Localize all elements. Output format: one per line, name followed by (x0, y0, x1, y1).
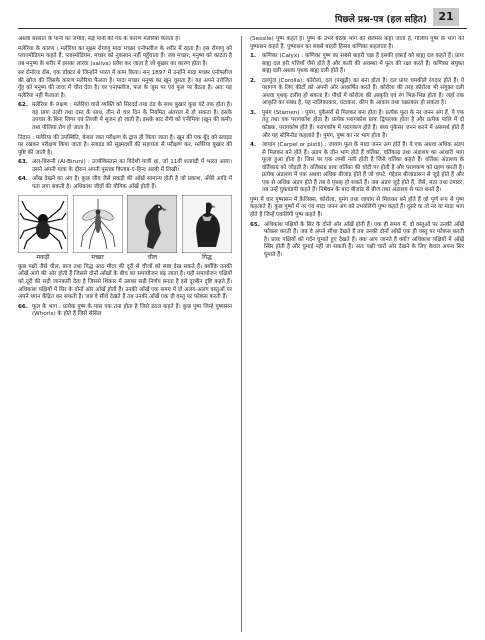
flower-part-pistil (250, 142, 464, 195)
question-66 (18, 304, 232, 319)
bird-eyes-paragraph: कुछ पक्षी जैसे चील, बाज तथा गिद्ध आठ मीटर की दूरी से चीजों को स्पष्ट देख सकते हैं। क्योंकि उनकी आँखें आगे की ओर होती हैं जिससे दोनों आँखों के बीच का समायोजन बढ़ जाता है। यही समायोजन पक्षियों को दूरी की सही जानकारी देता है जिससे शिकार में उसका सही निर्णय बनता है इसे दूरबीन दृष्टि कहते हैं। अधिकांश पक्षियों में सिर के दोनों ओर आँखें होती हैं। उनकी आँखें एक समय में दो अलग-अलग वस्तुओं पर अपने ध्यान केंद्रित कर सकती है। जब वे सीधे देखते हैं तब उनकी आँखें एक ही वस्तु पर फोकस करती हैं। (18, 263, 232, 301)
question-answer: फूल के भाग : प्रत्येक पुष्प के पास एक तना होता है जिसे डंठल कहते हैं। कुछ पुष्प जिन्हे पुष्पासन (Whorls) के होते हैं जिसे सेसिल (32, 303, 232, 318)
flower-part-corolla (250, 78, 464, 108)
item-number: 2. (250, 77, 257, 84)
figure-mosquito (73, 195, 123, 262)
malaria-cause: मलेरिया के कारण : मलेरिया का सूक्ष्म रोगाणु मादा मच्छर एनोफ्लीज के शरीर में रहता है। इस रोगाणु को प्लाज्मोडियम कहते हैं, प्लास्मोडियम, मच्छर को नुकसान नहीं पहुँचाता है। जब मच्छर, मनुष्य को काटता है तब मनुष्य के शरीर में इसका लारवा (saliva) प्रवेश कर जाता है जो बुखार का कारण होता है। (18, 45, 232, 67)
malaria-diagnosis: निदान : मलेरिया की उपस्थिति, केवल रक्त परीक्षण के द्वारा ही किया जाता है। खून की एक बूँद को स्लाइड पर रखकर परीक्षण किया जाता है। स्लाइड को सूक्ष्मदर्शी की सहायता से परीक्षण कर, मलेरिया बुखार की पुष्टि की जाती है। (18, 134, 232, 156)
figure-caption: मच्छर (91, 254, 104, 262)
left-column (18, 36, 232, 321)
vulture-bird-icon (182, 195, 232, 253)
figure-vulture (182, 195, 232, 262)
page-number: 21 (433, 8, 459, 26)
kite-bird-icon (127, 195, 177, 253)
figure-caption: मकड़ी (36, 254, 50, 262)
question-number: 63. (18, 159, 28, 166)
question-number: 66. (18, 303, 28, 310)
figure-kite (127, 195, 177, 262)
page-header (0, 0, 485, 32)
header-rule (18, 28, 467, 29)
question-number: 64. (18, 176, 28, 183)
item-number: 3. (250, 109, 257, 116)
item-text: कणिका (Calyx) : कणिका पुष्प का सबसे बाहरी चक्र है इसकी इकाई को बाह्य दल कहते हैं। प्रायः बाह्य दल हरी पत्तियों जैसे होते हैं और कली की अवस्था में फूल की रक्षा करते हैं। कणिका संयुक्त बाह्य दली अथवा पृथक बाह्य दली होते हैं। (262, 53, 464, 75)
question-answer: अल-बिरूनी (Al-Biruni) : उज्बेकिस्तान का विदेशी यात्री था, जो 11वीं शताब्दी में भारत आया। उसने अपनी यात्रा के दौरान अपनी पुस्तक किताब-ए-हिन्द अरबी में लिखी। (32, 159, 232, 173)
item-text: पुमंग (Stamen) : पुमंग, पुंकेसरों से मिलकर बना होता है। प्रत्येक फूल के नर जनन अंग हैं, ये एक तंतु तथा एक परागकोश होता है। प्रत्येक परागकोश प्रायः द्विपालक होता है और प्रत्येक पालि में दो कोष्ठक, परागकोष होते हैं। परागकोष में परागकण होते हैं। बंध्य पुंकेसर जनन करने में असमर्थ होते हैं और यह स्टेमिनोड कहलाते हैं। पुमंग, पुष्प का नर भाग होता है। (262, 109, 464, 139)
question-65 (250, 222, 464, 260)
mosquito-icon (73, 195, 123, 253)
question-answer: आँख देखने का अंग है। कुछ जीव जैसे मकड़ी की आँखें सामान्य होती है जो प्रकाश, अँधेरे आदि में पता लगा सकती है। अधिकांश जीवों की यौगिक आँखें होती हैं। (32, 176, 232, 190)
figure-caption: गिद्ध (202, 254, 212, 262)
item-text: दलपुंज (Corolla): कोरोला, दल (पंखुड़ी) का बना होता है। दल प्रायः चमकीले रंगदार होते हैं। ये परागण के लिए कीटों को अपनी ओर आकर्षित करते हैं। कोरोला की तरह कोरोला भी संयुक्त दली अथवा पृथक् दलीय हो सकता है। पौधों में कोरोला की आकृति एवं रंग भिन्न-भिन्न होता है। जहाँ तक आकृति का संबंध है, यह नालिकाकार, घंटाकार, कीप के आकार तथा चक्राकार हो सकता है। (262, 77, 464, 107)
question-number: 65. (250, 221, 260, 228)
column-divider (241, 36, 242, 632)
question-64 (18, 176, 232, 191)
figure-caption: चील (147, 254, 158, 262)
flower-part-stamen (250, 110, 464, 140)
flower-part-calyx (250, 53, 464, 76)
flower-intro: (Sessile) पुष्प कहते हैं। पुष्प के उभरे बैठक भाग को थैलेमस कहा जाता है, गोलीय पुष्प के भाग को पुष्पासन कहते हैं, पुष्पासन का सबसे बाहरी हिस्सा कणिका कहलाता है। (250, 36, 464, 50)
animal-figures (18, 195, 232, 262)
item-number: 1. (250, 53, 257, 60)
flower-summary: पुष्प में चार पुष्पासन में कैलिक्स, कोरोला, पुमंग तथा जायांग से मिलकर बने होते हैं जो पूर्ण रूप से पुष्प कहलाते हैं। कुछ पुष्पों में नर एवं मादा जनन अंग को उभयलिंगी पुष्प कहते हैं। दूसरे या तो नर या मादा भाग होते हैं जिन्हें एकलिंगी पुष्प कहते हैं। (250, 196, 464, 219)
question-62 (18, 102, 232, 132)
ronald-ross-paragraph: सर रोनॉल्ड रॉस, एक डॉक्टर थे जिन्होंने भारत में काम किया। सन् 1897 में उन्होंने मादा मच्छर एनोफ्लीज की खोज की जिसके कारण मलेरिया फैलता है। मादा मच्छर मनुष्य का खून चूसता है। यह अपने उत्तेजित गुँह को मनुष्य की त्वचा में चीरा देता है। घर एनाफ्लीज, फल के जूस पर एवं फूल पर बैठता है। अतः यह मलेरिया नहीं फैलाता है। (18, 70, 232, 99)
malaria-intro: अथवा बरसात के पानी का जमाव, सड़े पानी की गंध के कारण मलेरिया फैलता है। (18, 36, 181, 42)
figure-spider (18, 195, 68, 262)
spider-icon (18, 195, 68, 253)
question-answer: मलेरिया के लक्षण : मलेरिया वाले व्यक्ति को सिरदर्द तथा ठंड के साथ बुखार कुछ घंटे तक होता है। यह प्रायः उल्टी तथा दस्त के साथ, तीन से चार दिन के नियमित अंतराल में हो सकता है। इसके उपचार के बिना जिगर एवं तिल्ली में सूजन हो जाती है। इसके बाद रोगी को एनीमिया (खून की कमी) तथा पीलिया रोग हो जाता है। (32, 102, 232, 132)
item-number: 4. (250, 142, 257, 149)
right-column (250, 36, 464, 261)
question-answer: अधिकांश पक्षियों के सिर के दोनों ओर आँखें होती हैं। एक ही समय में, दो वस्तुओं पर उनकी आँखें फोकस करती हैं। जब वे अपने सीधा देखते हैं तब उनकी दोनों आँखें एक ही वस्तु पर फोकस करती है। प्रायः पक्षियों को गर्दन घुमाते हुए देखते हैं। क्या आप जानते हैं क्यों? अधिकांश पक्षियों में आँखें स्थिर होती हैं और घुमाई नहीं जा सकती हैं। अतः पक्षी चारों ओर देखने के लिए केवल अपना सिर घुमाते हैं। (264, 221, 464, 258)
question-number: 62. (18, 102, 28, 109)
question-63 (18, 159, 232, 174)
running-title: पिछले प्रश्न-पत्र (हल सहित) (335, 15, 427, 25)
item-text: जायांग (Carpel or pistil) : जायांग फूल के मादा जनन अंग होते हैं। ये एक अथवा अधिक अंडप से मिलकर बने होते हैं। अंडप के तीन भाग होते हैं वर्तिका, वर्तिकाग्र तथा अंडाशय का आधारी भाग फूला हुआ होता है। जिस पर एक लम्बी नली होती है जिसे वर्तिका कहते हैं। वर्तिका अंडाशय के वर्तिकाग्र को जोड़ती है। वर्तिकाग्र प्रायः वर्तिका की चोटी पर होती है और परागकण को ग्रहण करती है। प्रत्येक अंडाशय में एक अथवा अधिक बीजांड होते हैं जो चपटे, गद्देदार बीजांडासन से जुड़े होते हैं और एक से अधिक अंडप होते हैं तब वे पृथक् हो सकते हैं। जब अंडप जुड़े होते हैं, जैसे, मटर तथा टमाटर, तब उन्हें युक्तांडपी कहते हैं। निषेचन के बाद बीजांड से बीज तथा अंडाशय से फल बनते हैं। (262, 142, 464, 194)
